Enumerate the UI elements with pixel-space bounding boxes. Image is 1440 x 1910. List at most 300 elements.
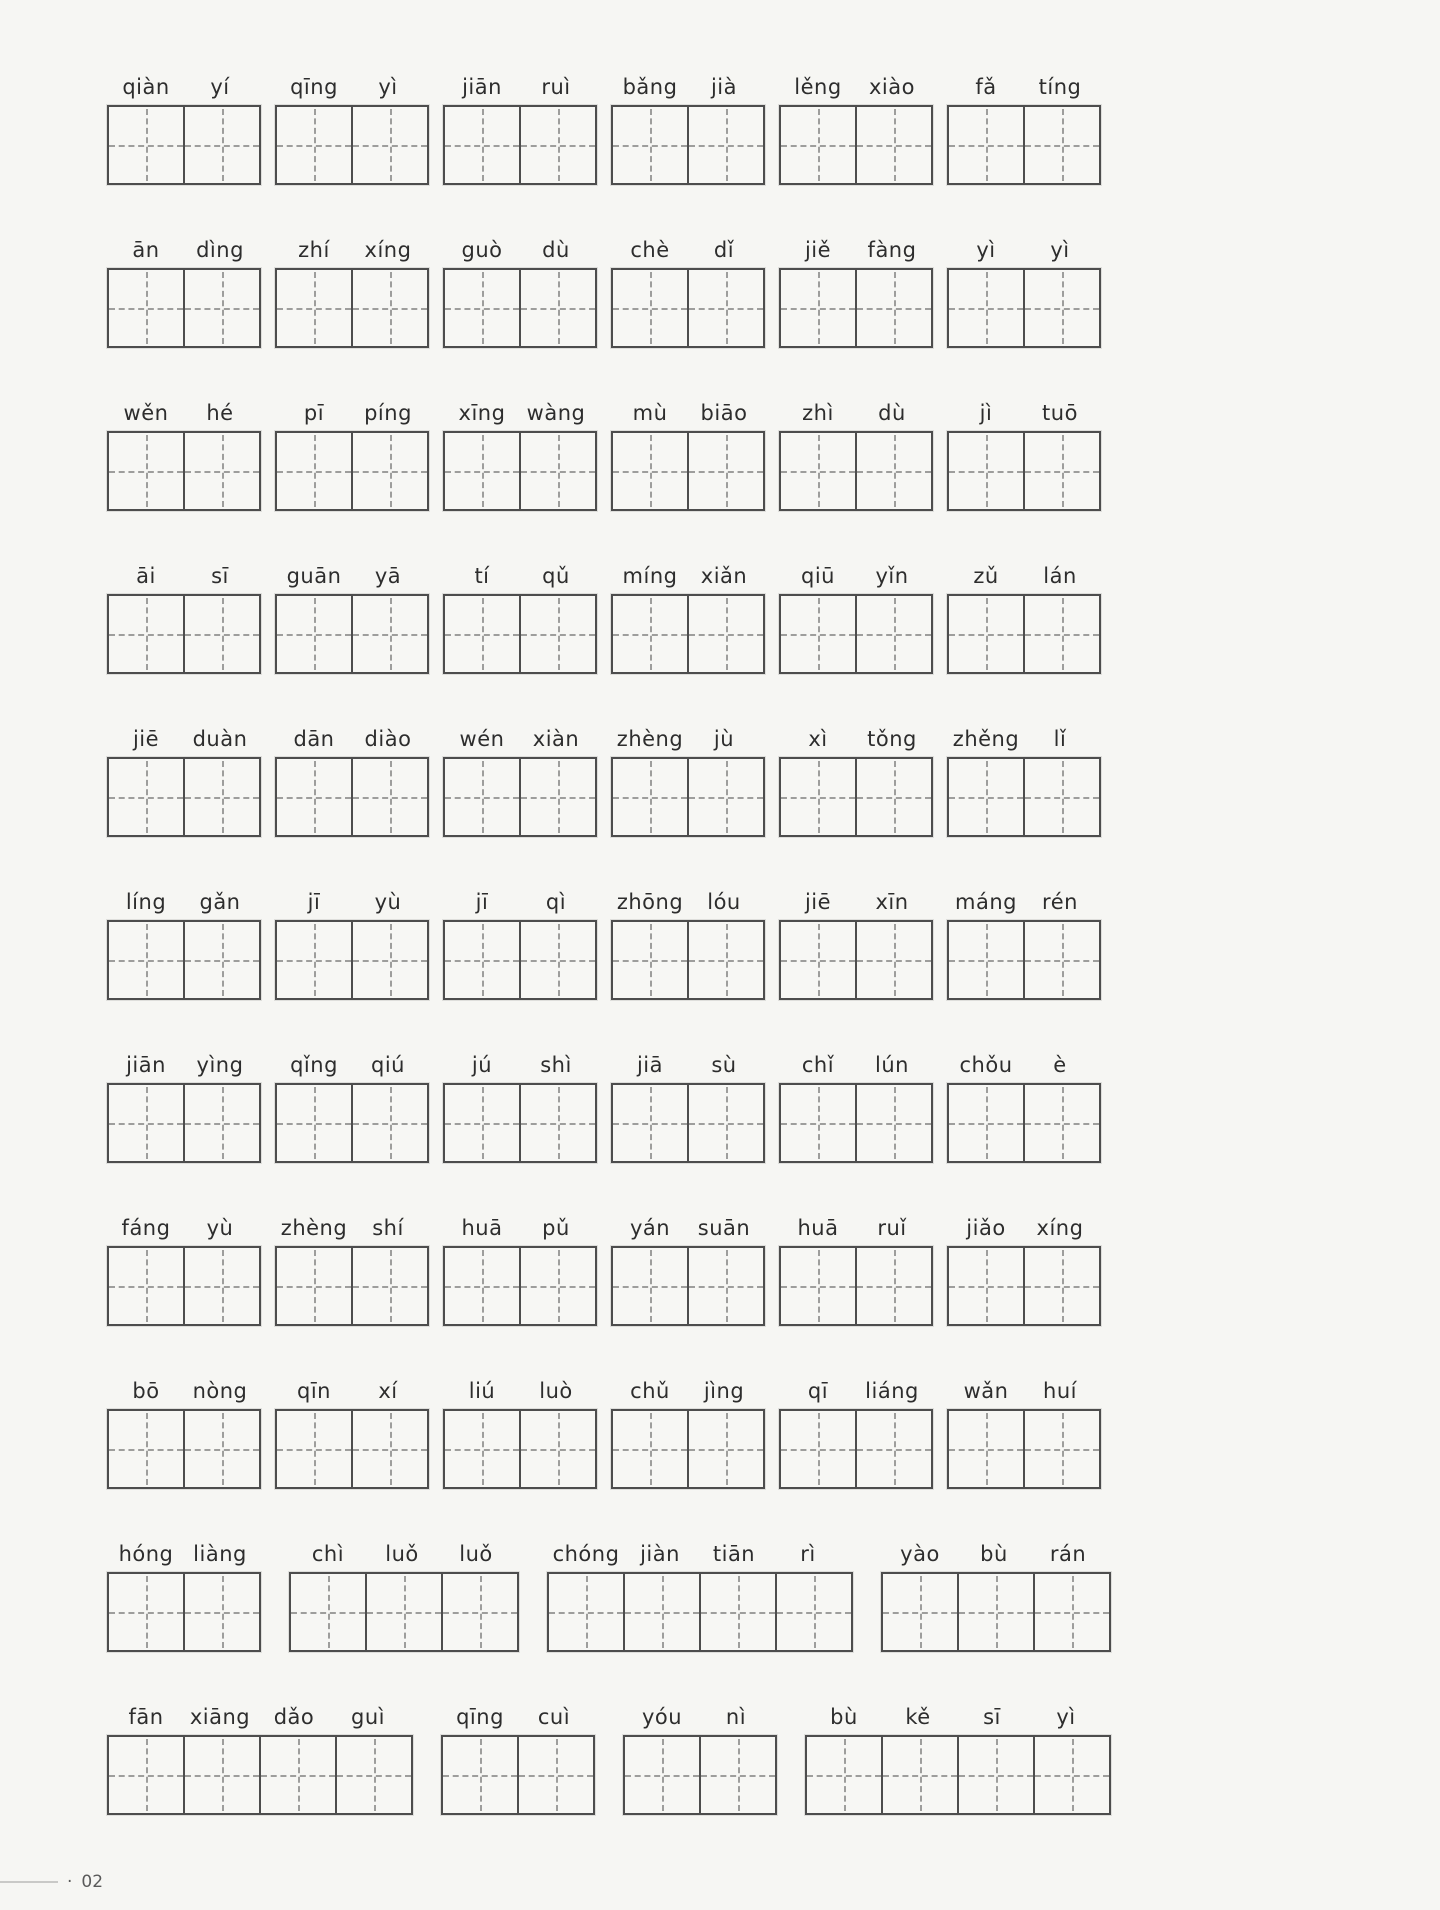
pinyin-syllable: mù <box>632 401 668 425</box>
pinyin-labels <box>947 889 1101 915</box>
character-box <box>949 1411 1023 1487</box>
character-box <box>855 107 931 183</box>
pinyin-syllable: xiǎn <box>700 564 748 588</box>
character-box <box>781 1085 855 1161</box>
writing-grid <box>947 920 1101 1000</box>
pinyin-syllable: bù <box>830 1705 858 1729</box>
character-box <box>519 433 595 509</box>
pinyin-syllable: yìng <box>196 1053 244 1077</box>
pinyin-syllable: tiān <box>712 1542 756 1566</box>
pinyin-syllable: fǎ <box>975 75 997 99</box>
character-box <box>625 1737 699 1813</box>
writing-grid <box>107 268 261 348</box>
pinyin-syllable: tí <box>474 564 490 588</box>
writing-grid <box>779 1409 933 1489</box>
character-box <box>519 1248 595 1324</box>
worksheet-rows <box>107 74 1440 1815</box>
character-box <box>445 270 519 346</box>
pinyin-syllable: bǎng <box>622 75 678 99</box>
writing-grid <box>289 1572 519 1652</box>
pinyin-syllable: xiàn <box>532 727 580 751</box>
page-number: 02 <box>81 1872 104 1892</box>
pinyin-labels <box>107 1704 413 1730</box>
writing-grid <box>443 431 597 511</box>
writing-grid <box>275 594 429 674</box>
character-box <box>781 759 855 835</box>
character-box <box>687 107 763 183</box>
character-box <box>549 1574 623 1650</box>
pinyin-syllable: liáng <box>865 1379 919 1403</box>
character-box <box>613 1085 687 1161</box>
pinyin-labels <box>779 1215 933 1241</box>
pinyin-labels <box>275 1215 429 1241</box>
page-footer <box>0 1872 103 1892</box>
pinyin-syllable: fáng <box>121 1216 171 1240</box>
character-box <box>949 433 1023 509</box>
writing-grid <box>611 757 765 837</box>
pinyin-syllable: líng <box>125 890 167 914</box>
word-group <box>611 1378 765 1489</box>
worksheet-row <box>107 563 1440 674</box>
character-box <box>949 922 1023 998</box>
character-box <box>351 596 427 672</box>
writing-grid <box>947 757 1101 837</box>
writing-grid <box>611 1083 765 1163</box>
pinyin-syllable: jiǎo <box>966 1216 1006 1240</box>
pinyin-syllable: chóng <box>552 1542 620 1566</box>
pinyin-labels <box>611 1378 765 1404</box>
word-group <box>443 237 597 348</box>
character-box <box>781 1411 855 1487</box>
pinyin-syllable: guì <box>351 1705 385 1729</box>
worksheet-row <box>107 1704 1440 1815</box>
pinyin-syllable: xí <box>378 1379 398 1403</box>
word-group <box>441 1704 595 1815</box>
character-box <box>687 433 763 509</box>
worksheet-row <box>107 1215 1440 1326</box>
word-group <box>947 1215 1101 1326</box>
character-box <box>699 1574 775 1650</box>
character-box <box>183 1085 259 1161</box>
pinyin-syllable: shì <box>540 1053 572 1077</box>
pinyin-labels <box>275 1052 429 1078</box>
writing-grid <box>947 105 1101 185</box>
character-box <box>949 107 1023 183</box>
writing-grid <box>611 431 765 511</box>
pinyin-syllable: yán <box>629 1216 671 1240</box>
character-box <box>441 1574 517 1650</box>
character-box <box>781 1248 855 1324</box>
pinyin-labels <box>275 74 429 100</box>
pinyin-labels <box>275 563 429 589</box>
character-box <box>1023 759 1099 835</box>
character-box <box>445 433 519 509</box>
pinyin-syllable: pī <box>303 401 325 425</box>
pinyin-syllable: xíng <box>364 238 412 262</box>
word-group <box>275 237 429 348</box>
word-group <box>443 400 597 511</box>
pinyin-syllable: jiē <box>804 890 832 914</box>
character-box <box>949 1248 1023 1324</box>
pinyin-syllable: zhèng <box>616 727 684 751</box>
character-box <box>365 1574 441 1650</box>
writing-grid <box>443 268 597 348</box>
writing-grid <box>107 757 261 837</box>
writing-grid <box>947 1083 1101 1163</box>
writing-grid <box>443 1246 597 1326</box>
character-box <box>949 270 1023 346</box>
character-box <box>855 270 931 346</box>
word-group <box>275 400 429 511</box>
writing-grid <box>611 1246 765 1326</box>
pinyin-syllable: jiā <box>636 1053 664 1077</box>
character-box <box>613 759 687 835</box>
word-group <box>947 1378 1101 1489</box>
pinyin-labels <box>443 889 597 915</box>
character-box <box>1023 433 1099 509</box>
character-box <box>687 1085 763 1161</box>
pinyin-syllable: jī <box>307 890 321 914</box>
word-group <box>805 1704 1111 1815</box>
writing-grid <box>779 1246 933 1326</box>
character-box <box>445 922 519 998</box>
writing-grid <box>947 268 1101 348</box>
word-group <box>443 889 597 1000</box>
writing-grid <box>107 1409 261 1489</box>
pinyin-syllable: jiě <box>804 238 832 262</box>
word-group <box>443 563 597 674</box>
word-group <box>107 726 261 837</box>
character-box <box>277 1085 351 1161</box>
writing-grid <box>107 431 261 511</box>
word-group <box>275 74 429 185</box>
character-box <box>277 107 351 183</box>
pinyin-labels <box>107 237 261 263</box>
pinyin-labels <box>443 74 597 100</box>
writing-grid <box>443 757 597 837</box>
pinyin-labels <box>275 237 429 263</box>
character-box <box>855 433 931 509</box>
pinyin-syllable: yì <box>1050 238 1070 262</box>
writing-grid <box>779 594 933 674</box>
pinyin-syllable: huā <box>461 1216 503 1240</box>
writing-grid <box>611 594 765 674</box>
pinyin-syllable: qǐng <box>290 1053 338 1077</box>
character-box <box>613 596 687 672</box>
writing-grid <box>779 757 933 837</box>
writing-grid <box>107 1083 261 1163</box>
pinyin-syllable: qiú <box>371 1053 405 1077</box>
pinyin-syllable: ruǐ <box>877 1216 907 1240</box>
character-box <box>443 1737 517 1813</box>
character-box <box>855 1248 931 1324</box>
character-box <box>277 1411 351 1487</box>
pinyin-syllable: jú <box>471 1053 493 1077</box>
word-group <box>275 726 429 837</box>
word-group <box>779 1215 933 1326</box>
pinyin-labels <box>805 1704 1111 1730</box>
character-box <box>883 1574 957 1650</box>
character-box <box>445 1411 519 1487</box>
pinyin-syllable: zhōng <box>616 890 684 914</box>
character-box <box>445 107 519 183</box>
pinyin-syllable: jiàn <box>640 1542 680 1566</box>
worksheet-row <box>107 400 1440 511</box>
writing-grid <box>779 105 933 185</box>
character-box <box>519 759 595 835</box>
character-box <box>517 1737 593 1813</box>
pinyin-syllable: xiāng <box>189 1705 251 1729</box>
character-box <box>445 759 519 835</box>
word-group <box>779 237 933 348</box>
pinyin-syllable: diào <box>364 727 412 751</box>
pinyin-labels <box>611 1215 765 1241</box>
pinyin-labels <box>779 400 933 426</box>
pinyin-syllable: yì <box>378 75 398 99</box>
character-box <box>687 1248 763 1324</box>
word-group <box>779 400 933 511</box>
writing-grid <box>275 268 429 348</box>
character-box <box>445 1085 519 1161</box>
character-box <box>1033 1737 1109 1813</box>
writing-grid <box>547 1572 853 1652</box>
character-box <box>775 1574 851 1650</box>
word-group <box>611 237 765 348</box>
writing-grid <box>443 920 597 1000</box>
pinyin-labels <box>289 1541 519 1567</box>
pinyin-syllable: qiàn <box>122 75 170 99</box>
writing-grid <box>275 757 429 837</box>
word-group <box>611 1215 765 1326</box>
pinyin-syllable: xīn <box>875 890 909 914</box>
pinyin-labels <box>611 726 765 752</box>
character-box <box>687 759 763 835</box>
pinyin-syllable: dǐ <box>713 238 735 262</box>
pinyin-syllable: sī <box>983 1705 1001 1729</box>
character-box <box>855 922 931 998</box>
pinyin-syllable: xīng <box>458 401 506 425</box>
word-group <box>947 889 1101 1000</box>
pinyin-syllable: yí <box>210 75 230 99</box>
word-group <box>443 1378 597 1489</box>
pinyin-syllable: yì <box>1056 1705 1076 1729</box>
pinyin-syllable: dù <box>542 238 570 262</box>
character-box <box>613 107 687 183</box>
pinyin-labels <box>779 563 933 589</box>
character-box <box>1033 1574 1109 1650</box>
pinyin-syllable: luǒ <box>459 1542 493 1566</box>
character-box <box>623 1574 699 1650</box>
pinyin-syllable: jiān <box>462 75 502 99</box>
character-box <box>781 922 855 998</box>
pinyin-syllable: míng <box>622 564 678 588</box>
character-box <box>277 922 351 998</box>
word-group <box>611 1052 765 1163</box>
pinyin-syllable: qīng <box>456 1705 504 1729</box>
character-box <box>109 1574 183 1650</box>
character-box <box>687 1411 763 1487</box>
character-box <box>957 1574 1033 1650</box>
pinyin-syllable: tuō <box>1042 401 1078 425</box>
pinyin-syllable: chǒu <box>959 1053 1013 1077</box>
pinyin-syllable: dān <box>293 727 335 751</box>
character-box <box>183 433 259 509</box>
character-box <box>781 596 855 672</box>
character-box <box>109 1248 183 1324</box>
character-box <box>949 596 1023 672</box>
worksheet-row <box>107 1541 1440 1652</box>
writing-grid <box>947 594 1101 674</box>
pinyin-syllable: luǒ <box>385 1542 419 1566</box>
character-box <box>1023 1085 1099 1161</box>
writing-grid <box>947 431 1101 511</box>
pinyin-syllable: yù <box>374 890 402 914</box>
pinyin-syllable: nòng <box>192 1379 248 1403</box>
pinyin-syllable: yóu <box>641 1705 683 1729</box>
pinyin-labels <box>947 726 1101 752</box>
writing-grid <box>275 1083 429 1163</box>
character-box <box>277 433 351 509</box>
writing-grid <box>779 1083 933 1163</box>
writing-grid <box>443 1083 597 1163</box>
pinyin-labels <box>611 889 765 915</box>
word-group <box>107 1215 261 1326</box>
pinyin-syllable: hóng <box>118 1542 174 1566</box>
pinyin-syllable: cuì <box>537 1705 571 1729</box>
character-box <box>109 1737 183 1813</box>
pinyin-syllable: lěng <box>794 75 842 99</box>
character-box <box>1023 107 1099 183</box>
pinyin-syllable: lǐ <box>1053 727 1067 751</box>
pinyin-labels <box>107 74 261 100</box>
pinyin-syllable: zhì <box>802 401 834 425</box>
pinyin-syllable: chǔ <box>630 1379 670 1403</box>
pinyin-syllable: ān <box>132 238 160 262</box>
pinyin-labels <box>779 237 933 263</box>
pinyin-syllable: guān <box>286 564 342 588</box>
pinyin-labels <box>779 889 933 915</box>
pinyin-syllable: liú <box>468 1379 496 1403</box>
pinyin-labels <box>443 563 597 589</box>
pinyin-labels <box>275 726 429 752</box>
pinyin-syllable: guò <box>461 238 503 262</box>
writing-grid <box>881 1572 1111 1652</box>
character-box <box>351 1411 427 1487</box>
pinyin-labels <box>443 1378 597 1404</box>
pinyin-syllable: duàn <box>192 727 248 751</box>
word-group <box>443 74 597 185</box>
pinyin-syllable: hé <box>206 401 234 425</box>
character-box <box>855 759 931 835</box>
worksheet-row <box>107 74 1440 185</box>
pinyin-syllable: chè <box>630 238 670 262</box>
character-box <box>183 270 259 346</box>
character-box <box>109 1411 183 1487</box>
pinyin-syllable: wǎn <box>963 1379 1009 1403</box>
worksheet-row <box>107 1378 1440 1489</box>
writing-grid <box>441 1735 595 1815</box>
pinyin-labels <box>107 1052 261 1078</box>
pinyin-labels <box>441 1704 595 1730</box>
pinyin-labels <box>107 889 261 915</box>
pinyin-syllable: rì <box>800 1542 816 1566</box>
character-box <box>687 922 763 998</box>
pinyin-labels <box>107 1215 261 1241</box>
pinyin-labels <box>947 74 1101 100</box>
character-box <box>781 270 855 346</box>
character-box <box>445 1248 519 1324</box>
worksheet-row <box>107 889 1440 1000</box>
pinyin-syllable: biāo <box>700 401 748 425</box>
pinyin-syllable: rén <box>1042 890 1078 914</box>
pinyin-syllable: máng <box>955 890 1017 914</box>
pinyin-syllable: xì <box>808 727 828 751</box>
word-group <box>779 74 933 185</box>
character-box <box>699 1737 775 1813</box>
writing-grid <box>275 1246 429 1326</box>
pinyin-syllable: rán <box>1049 1542 1087 1566</box>
character-box <box>1023 1411 1099 1487</box>
word-group <box>947 400 1101 511</box>
character-box <box>949 759 1023 835</box>
pinyin-syllable: ruì <box>541 75 571 99</box>
pinyin-labels <box>779 1052 933 1078</box>
pinyin-labels <box>107 726 261 752</box>
pinyin-labels <box>107 1541 261 1567</box>
pinyin-syllable: qīn <box>297 1379 331 1403</box>
writing-grid <box>275 105 429 185</box>
word-group <box>289 1541 519 1652</box>
pinyin-syllable: fàng <box>867 238 917 262</box>
pinyin-syllable: xiào <box>869 75 915 99</box>
word-group <box>611 889 765 1000</box>
pinyin-labels <box>881 1541 1111 1567</box>
writing-grid <box>779 268 933 348</box>
writing-grid <box>947 1246 1101 1326</box>
pinyin-syllable: chǐ <box>801 1053 835 1077</box>
pinyin-syllable: huā <box>797 1216 839 1240</box>
word-group <box>107 1378 261 1489</box>
word-group <box>107 400 261 511</box>
word-group <box>779 889 933 1000</box>
footer-rule <box>0 1881 58 1883</box>
pinyin-syllable: lán <box>1043 564 1077 588</box>
character-box <box>613 1248 687 1324</box>
writing-grid <box>443 594 597 674</box>
pinyin-labels <box>443 1215 597 1241</box>
word-group <box>611 563 765 674</box>
character-box <box>109 107 183 183</box>
pinyin-syllable: jù <box>713 727 735 751</box>
pinyin-labels <box>443 726 597 752</box>
pinyin-labels <box>443 400 597 426</box>
pinyin-labels <box>947 1215 1101 1241</box>
word-group <box>611 400 765 511</box>
writing-grid <box>611 105 765 185</box>
pinyin-syllable: qiū <box>801 564 835 588</box>
character-box <box>1023 596 1099 672</box>
word-group <box>947 237 1101 348</box>
writing-grid <box>805 1735 1111 1815</box>
character-box <box>277 759 351 835</box>
pinyin-syllable: píng <box>364 401 412 425</box>
pinyin-syllable: zhèng <box>280 1216 348 1240</box>
word-group <box>779 563 933 674</box>
pinyin-syllable: nì <box>725 1705 747 1729</box>
character-box <box>781 107 855 183</box>
writing-grid <box>107 1572 261 1652</box>
pinyin-syllable: jī <box>475 890 489 914</box>
